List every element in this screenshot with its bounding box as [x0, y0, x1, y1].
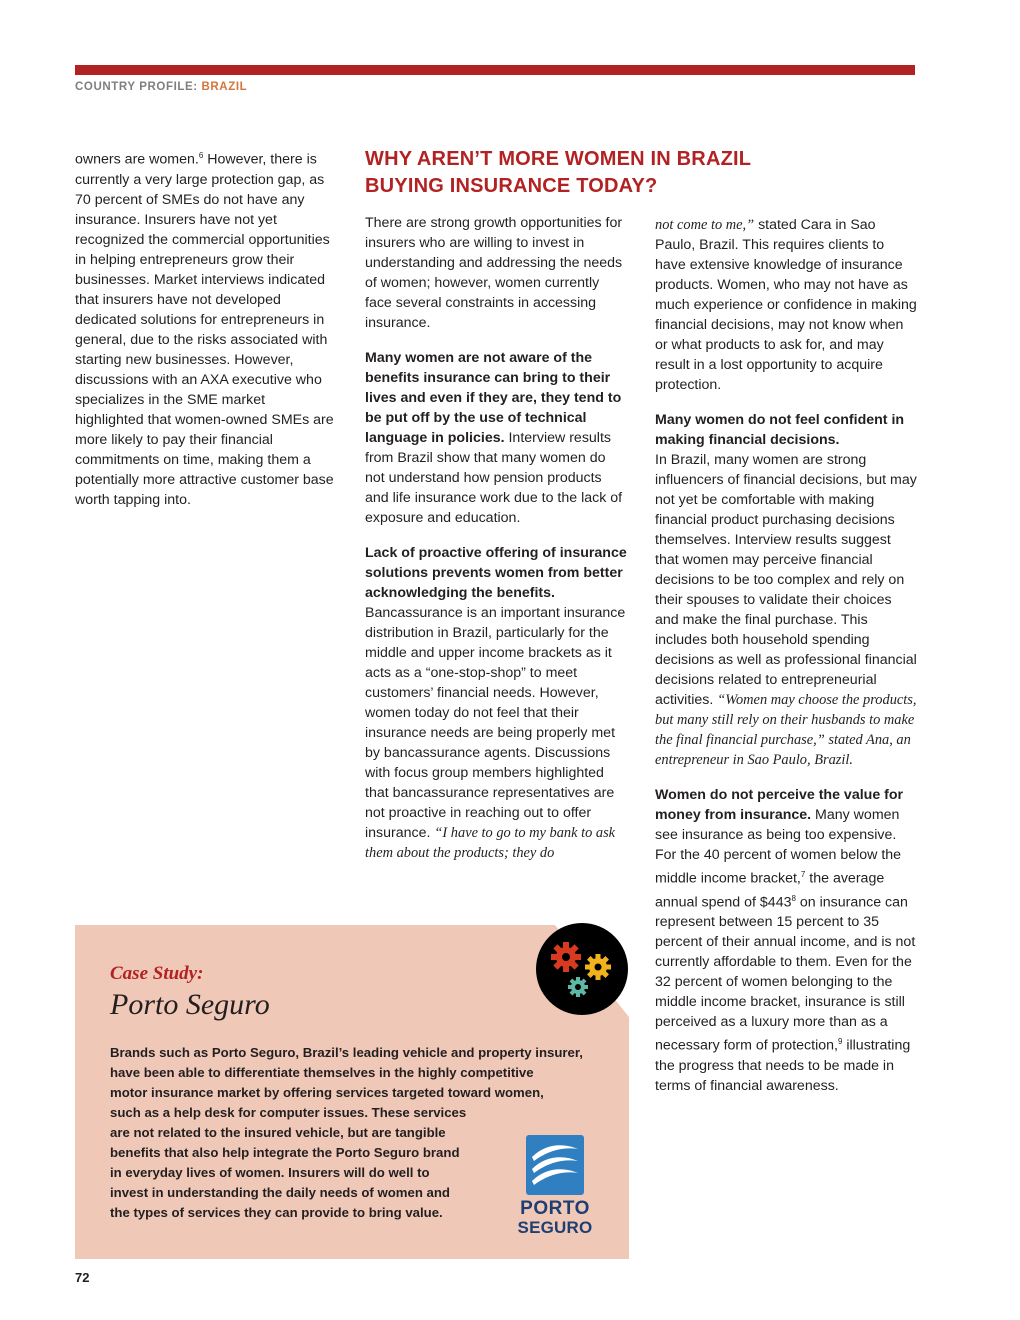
case-study-line: motor insurance market by offering services targeted toward women, — [110, 1085, 544, 1100]
column-middle — [365, 213, 627, 878]
text: the average annual spend of $443 — [655, 870, 885, 911]
porto-seguro-mark-icon — [526, 1135, 584, 1195]
text: In Brazil, many women are strong influencers of financial decisions, but may not yet be comfortable with making financial product purchasing decisions themselves. Interview results suggest that women may perceive financial decisions to be too complex and rely on their spouses to validate their choices and make the final purchase. This includes both household spending decisions as well as professional financial decisions related to entrepreneurial activities. — [655, 452, 917, 708]
paragraph — [75, 146, 337, 510]
quote: “Women may choose the products, but many still rely on their husbands to make the final financial purchase,” stated Ana, an entrepreneur in Sao Paulo, Brazil. — [655, 692, 917, 768]
text: Many women see insurance as being too expensive. For the 40 percent of women below the middle income bracket, — [655, 807, 902, 887]
bold-lead: Women do not perceive the value for money from insurance. — [655, 787, 904, 823]
section-title: WHY AREN’T MORE WOMEN IN BRAZIL BUYING INSURANCE TODAY? — [365, 148, 751, 197]
case-study-title: Porto Seguro — [110, 988, 270, 1021]
paragraph — [365, 348, 627, 528]
footnote-ref: 8 — [791, 893, 796, 903]
running-head-label: COUNTRY PROFILE: — [75, 81, 198, 93]
text: Bancassurance is an important insurance distribution in Brazil, particularly for the middle and upper income brackets as it acts as a “one-stop-shop” to meet customers’ financial needs. However, women today do not feel that their insurance needs are being properly met by bancassurance agents. Discussions with focus group members highlighted that bancassurance representatives are not proactive in reaching out to offer insurance. — [365, 605, 626, 841]
text: on insurance can represent between 15 percent to 35 percent of their annual income, and is not currently affordable to them. Even for the 32 percent of women belonging to the middle income bracket, insurance is still perceived as a luxury more than as a necessary form of protection, — [655, 894, 916, 1055]
bold-lead: Many women are not aware of the benefits insurance can bring to their lives and even if they are, they tend to be put off by the use of technical language in policies. — [365, 350, 622, 446]
case-study-line: in everyday lives of women. Insurers will do well to — [110, 1165, 430, 1180]
bold-lead: Lack of proactive offering of insurance solutions prevents women from better acknowledging the benefits. — [365, 545, 627, 601]
text: owners are women. — [75, 151, 199, 168]
text: stated Cara in Sao Paulo, Brazil. This requires clients to have extensive knowledge of insurance products. Women, who may not have as much experience or confidence in making financial decisions, may not know when or what products to ask for, and may result in a lost opportunity to acquire protection. — [655, 217, 917, 393]
running-head — [75, 81, 247, 93]
case-study-line: invest in understanding the daily needs of women and — [110, 1185, 450, 1200]
case-study-line: benefits that also help integrate the Porto Seguro brand — [110, 1145, 460, 1160]
paragraph — [655, 785, 917, 1096]
quote: not come to me,” — [655, 217, 755, 233]
logo-line-1: PORTO — [520, 1198, 590, 1219]
bold-lead: Many women do not feel confident in making financial decisions. — [655, 412, 905, 448]
porto-seguro-logo — [512, 1135, 598, 1243]
case-study-line: Brands such as Porto Seguro, Brazil’s leading vehicle and property insurer, — [110, 1045, 583, 1060]
case-study-kicker: Case Study: — [110, 963, 204, 984]
text: However, there is currently a very large protection gap, as 70 percent of SMEs do not have any insurance. Insurers have not yet recognized the commercial opportunities in helping entrepreneurs grow their businesses. Market interviews indicated that insurers have not developed dedicated solutions for entrepreneurs in general, due to the risks associated with starting new businesses. However, discussions with an AXA executive who specializes in the SME market highlighted that women-owned SMEs are more likely to pay their financial commitments on time, making them a potentially more attractive customer base worth tapping into. — [75, 151, 334, 508]
case-study-line: have been able to differentiate themselves in the highly competitive — [110, 1065, 534, 1080]
case-study-line: such as a help desk for computer issues. These services — [110, 1105, 467, 1120]
case-study-line: the types of services they can provide to bring value. — [110, 1205, 443, 1220]
porto-seguro-wordmark — [512, 1199, 598, 1237]
paragraph: There are strong growth opportunities for insurers who are willing to invest in understanding and addressing the needs of women; however, women currently face several constraints in accessing insurance. — [365, 215, 623, 331]
text: illustrating the progress that needs to be made in terms of financial awareness. — [655, 1038, 911, 1095]
logo-line-2: SEGURO — [517, 1218, 593, 1237]
column-right — [655, 215, 917, 1111]
case-study-line: are not related to the insured vehicle, but are tangible — [110, 1125, 446, 1140]
paragraph — [655, 215, 917, 395]
paragraph — [655, 410, 917, 770]
paragraph — [365, 543, 627, 863]
header-rule — [75, 65, 915, 75]
text: Interview results from Brazil show that many women do not understand how pension products and life insurance work due to the lack of exposure and education. — [365, 430, 623, 526]
footnote-ref: 6 — [198, 151, 204, 160]
running-head-country: BRAZIL — [201, 81, 248, 93]
page-number: 72 — [75, 1270, 90, 1285]
footnote-ref: 7 — [800, 870, 806, 879]
footnote-ref: 9 — [837, 1037, 843, 1047]
gears-icon — [536, 923, 628, 1015]
quote: “I have to go to my bank to ask them about the products; they do — [365, 825, 616, 861]
column-left — [75, 146, 337, 525]
